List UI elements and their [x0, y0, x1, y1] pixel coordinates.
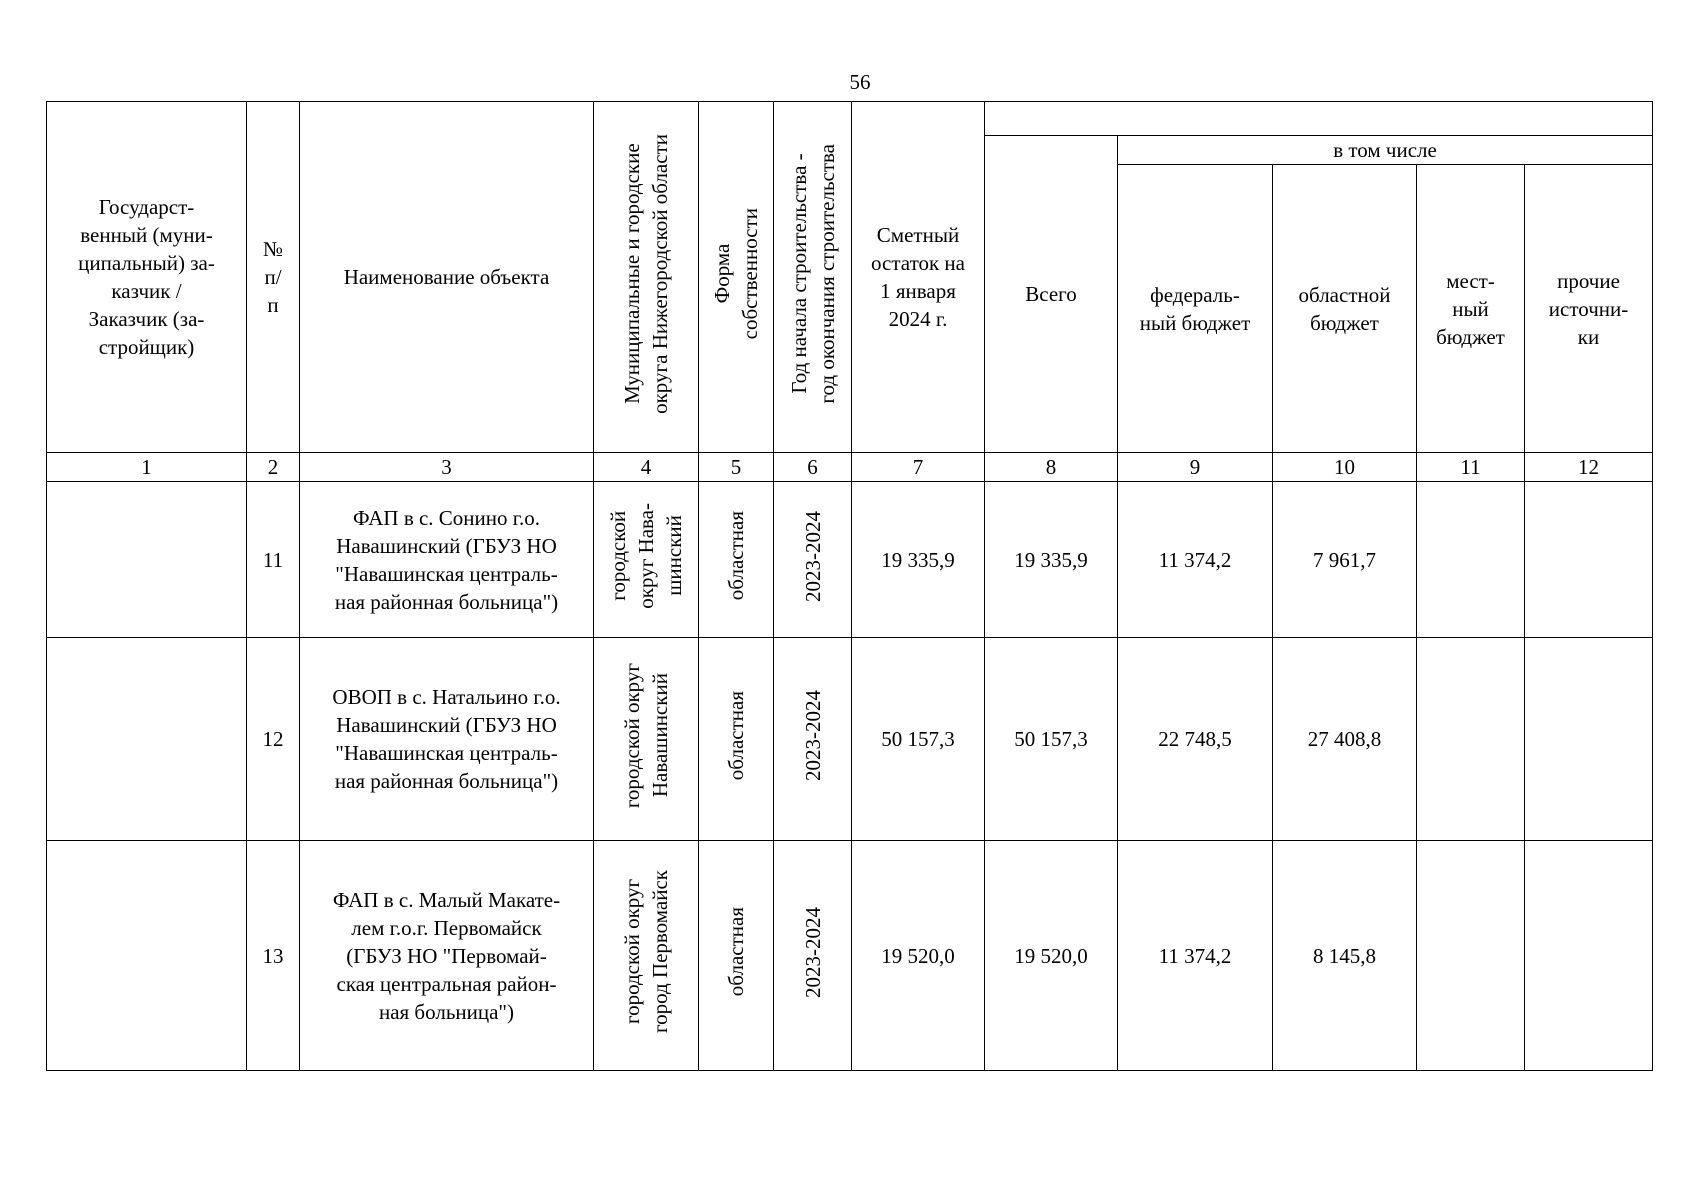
years-text: 2023-2024 — [800, 510, 825, 602]
cell-total: 50 157,3 — [985, 638, 1118, 841]
cell-years — [774, 841, 852, 1071]
header-ownership-cell — [699, 102, 774, 453]
cell-years — [774, 482, 852, 638]
column-number: 9 — [1118, 453, 1273, 482]
municipality-text: городской округ Нава- шинский — [606, 503, 686, 609]
cell-customer — [47, 482, 247, 638]
cell-other — [1525, 482, 1653, 638]
years-text: 2023-2024 — [800, 906, 825, 998]
column-number: 1 — [47, 453, 247, 482]
header-customer: Государст- венный (муни- ципальный) за- казчик / Заказчик (за- стройщик) — [47, 102, 247, 453]
column-number: 11 — [1417, 453, 1525, 482]
column-number: 10 — [1273, 453, 1417, 482]
years-text: 2023-2024 — [800, 690, 825, 781]
cell-years — [774, 638, 852, 841]
table-row — [47, 638, 1653, 841]
cell-municipality — [594, 482, 699, 638]
column-number: 3 — [300, 453, 594, 482]
cell-municipality — [594, 841, 699, 1071]
header-municipality-cell — [594, 102, 699, 453]
cell-estimate: 19 520,0 — [852, 841, 985, 1071]
cell-row-number: 12 — [247, 638, 300, 841]
cell-regional: 8 145,8 — [1273, 841, 1417, 1071]
column-numbers-row — [47, 453, 1653, 482]
table-row — [47, 482, 1653, 638]
cell-local — [1417, 482, 1525, 638]
header-total: Всего — [985, 136, 1118, 453]
cell-regional: 27 408,8 — [1273, 638, 1417, 841]
cell-object-name: ФАП в с. Малый Макате- лем г.о.г. Первомайск (ГБУЗ НО "Первомай- ская центральная район- ная больница") — [300, 841, 594, 1071]
column-number: 12 — [1525, 453, 1653, 482]
cell-local — [1417, 841, 1525, 1071]
column-number: 8 — [985, 453, 1118, 482]
column-number: 4 — [594, 453, 699, 482]
header-regional: областной бюджет — [1273, 165, 1417, 453]
cell-total: 19 335,9 — [985, 482, 1118, 638]
ownership-text: областная — [724, 690, 748, 781]
cell-federal: 11 374,2 — [1118, 482, 1273, 638]
ownership-text: областная — [724, 907, 748, 997]
header-municipality: Муниципальные и городские округа Нижегородской области — [620, 133, 672, 414]
header-federal: федераль- ный бюджет — [1118, 165, 1273, 453]
column-number: 7 — [852, 453, 985, 482]
column-number: 6 — [774, 453, 852, 482]
header-ownership: Форма собственности — [710, 207, 762, 340]
cell-estimate: 19 335,9 — [852, 482, 985, 638]
header-years: Год начала строительства - год окончания строительства — [786, 143, 839, 404]
construction-objects-table — [46, 101, 1653, 1071]
municipality-text: городской округ город Первомайск — [620, 870, 672, 1034]
header-row-number: № п/ п — [247, 102, 300, 453]
cell-estimate: 50 157,3 — [852, 638, 985, 841]
cell-local — [1417, 638, 1525, 841]
column-number: 2 — [247, 453, 300, 482]
cell-ownership — [699, 482, 774, 638]
table-row — [47, 841, 1653, 1071]
header-including: в том числе — [1118, 136, 1653, 165]
ownership-text: областная — [724, 511, 748, 601]
cell-ownership — [699, 638, 774, 841]
cell-row-number: 11 — [247, 482, 300, 638]
cell-regional: 7 961,7 — [1273, 482, 1417, 638]
cell-other — [1525, 841, 1653, 1071]
page-number: 56 — [849, 70, 871, 94]
header-row-1 — [47, 102, 1653, 136]
header-estimate: Сметный остаток на 1 января 2024 г. — [852, 102, 985, 453]
cell-ownership — [699, 841, 774, 1071]
cell-customer — [47, 841, 247, 1071]
cell-municipality — [594, 638, 699, 841]
cell-object-name: ФАП в с. Сонино г.о. Навашинский (ГБУЗ НО "Навашинская централь- ная районная больница") — [300, 482, 594, 638]
cell-other — [1525, 638, 1653, 841]
header-object-name: Наименование объекта — [300, 102, 594, 453]
cell-row-number: 13 — [247, 841, 300, 1071]
header-blank — [985, 102, 1653, 136]
header-other: прочие источни- ки — [1525, 165, 1653, 453]
header-local: мест- ный бюджет — [1417, 165, 1525, 453]
header-years-cell — [774, 102, 852, 453]
cell-customer — [47, 638, 247, 841]
municipality-text: городской округ Навашинский — [620, 662, 672, 809]
cell-total: 19 520,0 — [985, 841, 1118, 1071]
cell-object-name: ОВОП в с. Натальино г.о. Навашинский (ГБУЗ НО "Навашинская централь- ная районная больница") — [300, 638, 594, 841]
cell-federal: 11 374,2 — [1118, 841, 1273, 1071]
cell-federal: 22 748,5 — [1118, 638, 1273, 841]
column-number: 5 — [699, 453, 774, 482]
